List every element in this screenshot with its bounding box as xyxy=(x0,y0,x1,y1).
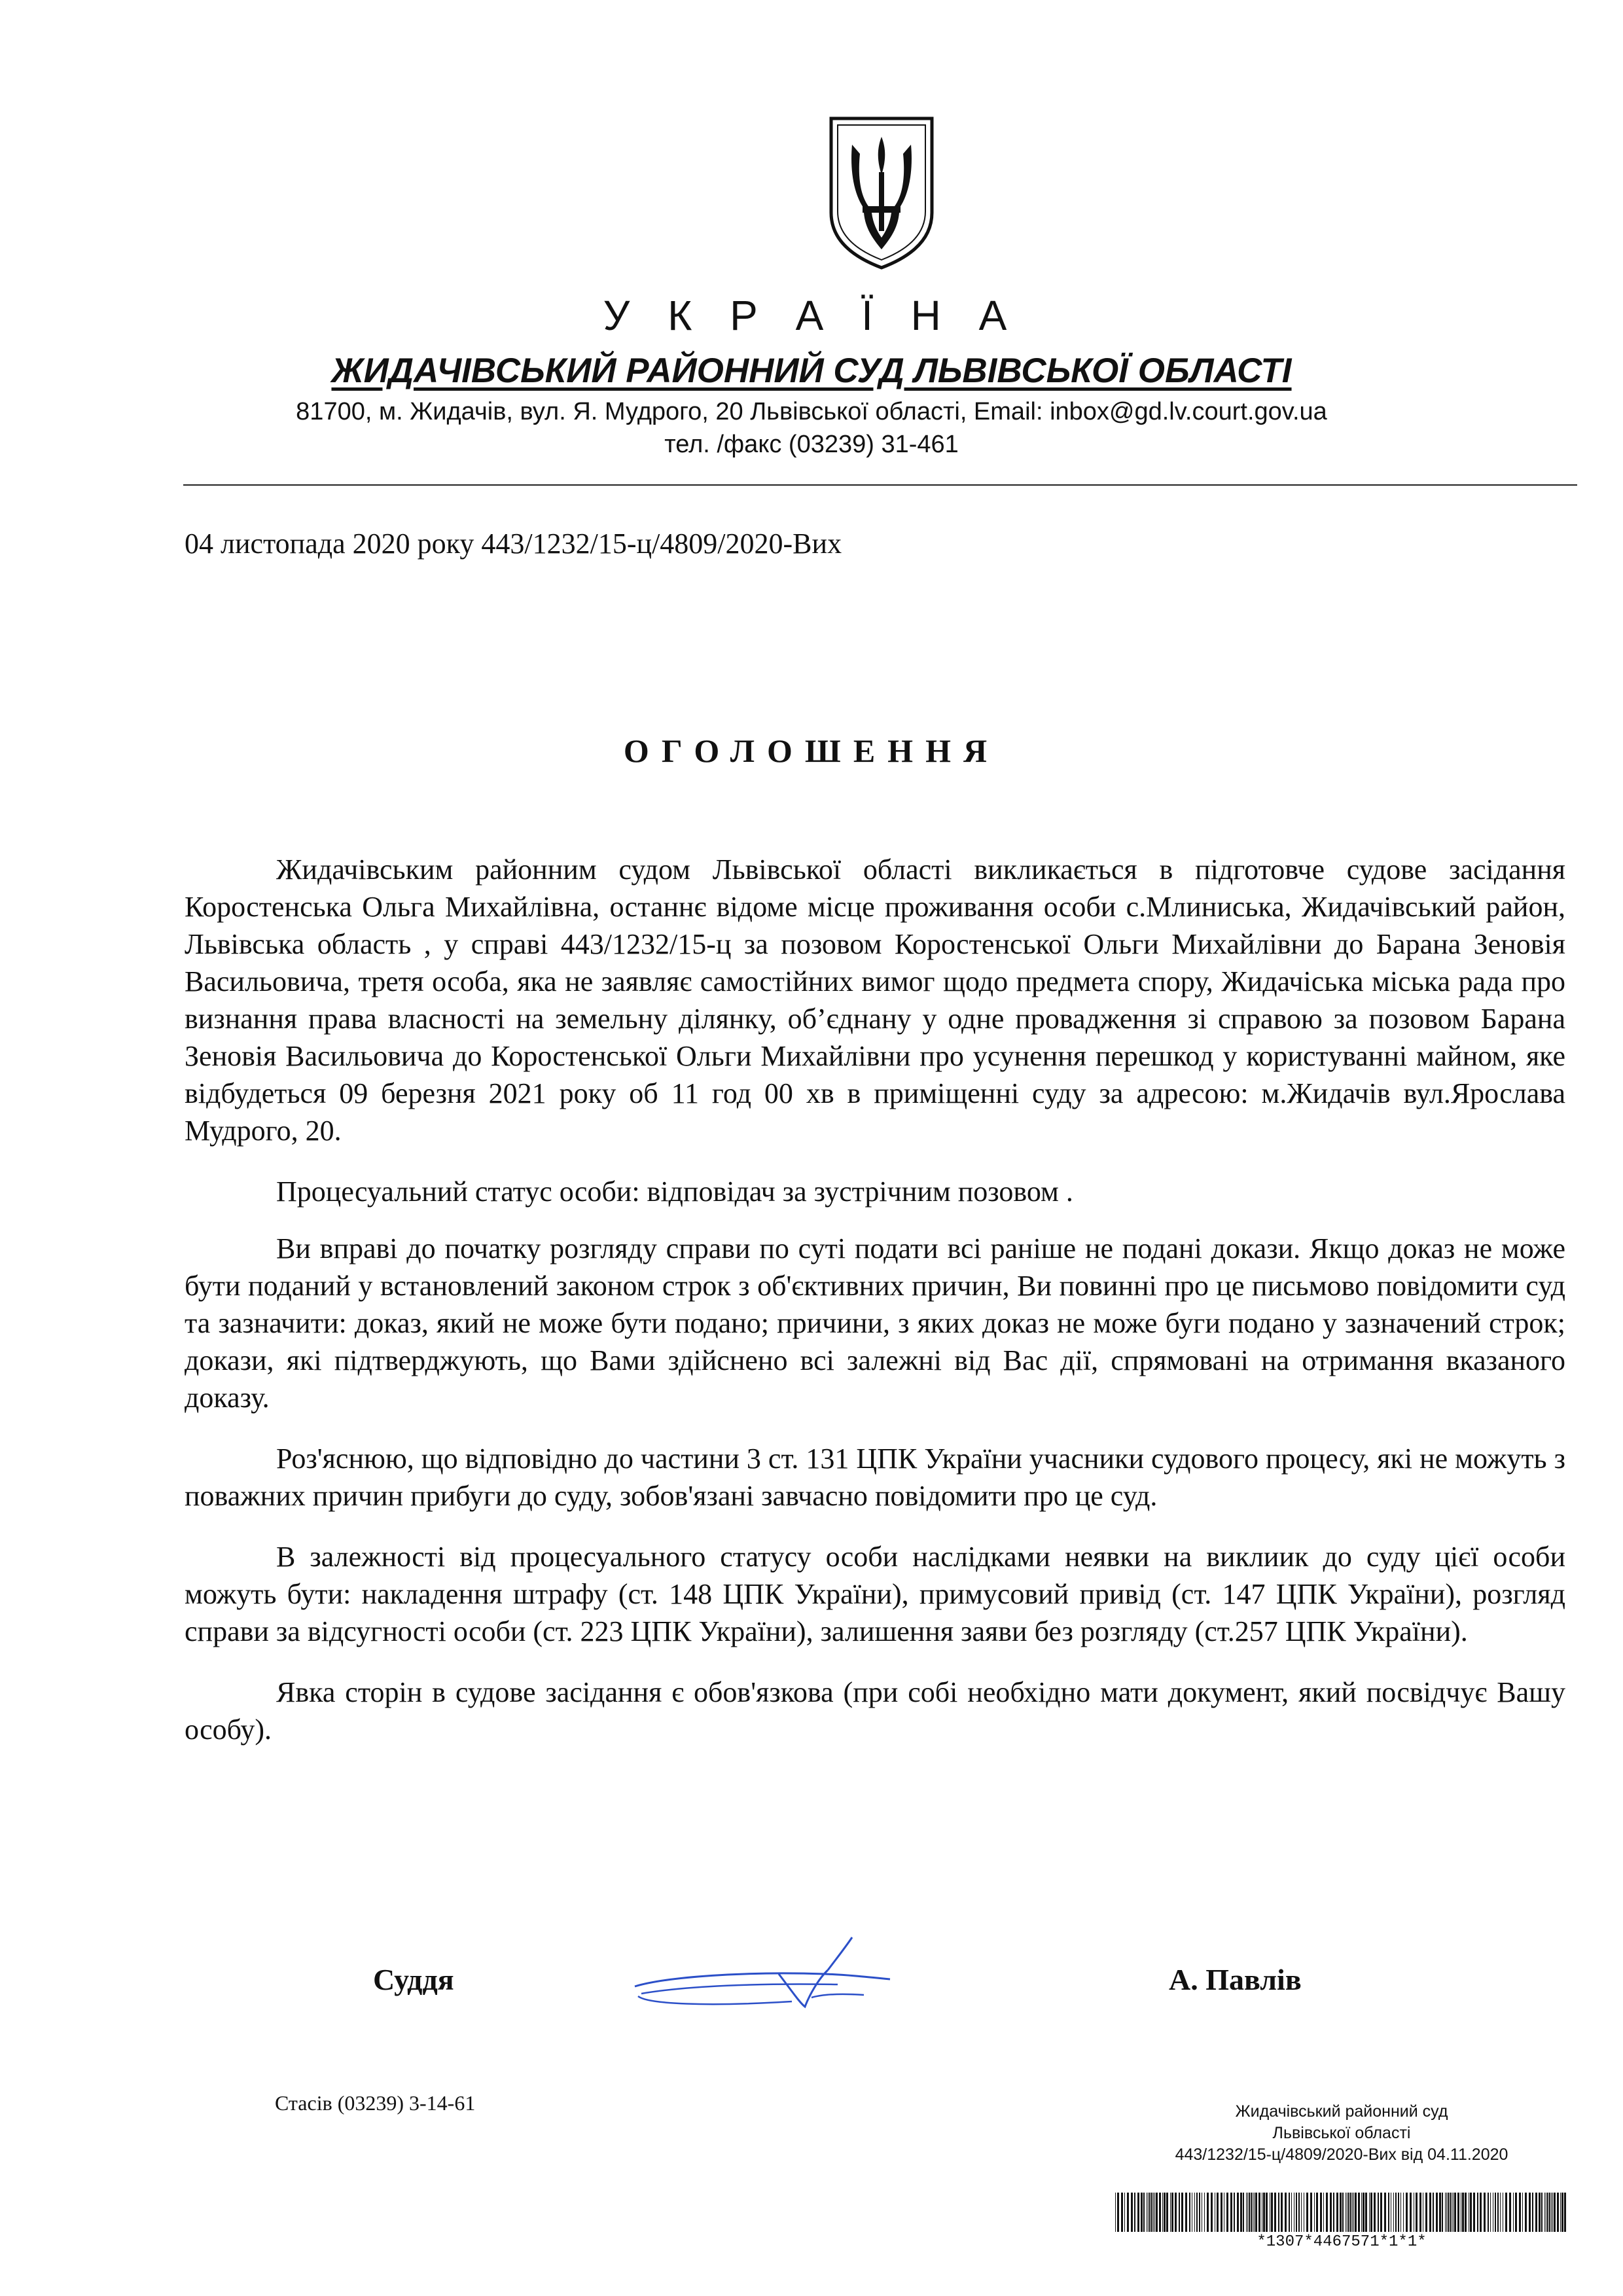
header-divider xyxy=(183,484,1577,486)
body-paragraph: Жидачівським районним судом Львівської області викликається в підготовче судове засідання Коростенська Ольга Михайлівна, останнє відоме місце проживання особи с.Млиниська, Жидачівський район, Львівська область , у справі 443/1232/15-ц за позовом Коростенської Ольги Михайлівни до Барана Зеновія Васильовича, третя особа, яка не заявляє самостійних вимог щодо предмета спору, Жидачіська міська рада про визнання права власності на земельну ділянку, об’єднану у одне провадження зі справою за позовом Барана Зеновія Васильовича до Коростенської Ольги Михайлівни про усунення перешкод у користуванні майном, яке відбудеться 09 березня 2021 року об 11 год 00 хв в приміщенні суду за адресою: м.Жидачів вул.Ярослава Мудрого, 20. xyxy=(185,853,1565,1147)
barcode xyxy=(1113,2193,1571,2232)
document-title: ОГОЛОШЕННЯ xyxy=(623,732,1000,769)
registration-stamp xyxy=(1106,2101,1577,2166)
barcode-text: *1307*4467571*1*1* xyxy=(1257,2233,1427,2251)
judge-label: Суддя xyxy=(373,1963,454,1996)
body-paragraph: Ви вправі до початку розгляду справи по суті подати всі раніше не подані докази. Якщо доказ не може бути поданий у встановлений законом строк з об'єктивних причин, Ви повинні про це письмово повідомити суд та зазначити: доказ, який не може бути подано; причини, з яких доказ не може буги подано у зазначений строк; докази, які підтверджують, що Вами здійснено всі залежні від Вас дії, спрямовані на отримання вказаного доказу. xyxy=(185,1232,1565,1414)
court-address: 81700, м. Жидачів, вул. Я. Мудрого, 20 Львівської області, Email: inbox@gd.lv.court.gov.ua xyxy=(296,398,1327,425)
court-name-heading: ЖИДАЧІВСЬКИЙ РАЙОННИЙ СУД ЛЬВІВСЬКОЇ ОБЛАСТІ xyxy=(331,351,1292,390)
handwritten-signature xyxy=(628,1931,923,2029)
body-paragraph: Явка сторін в судове засідання є обов'язкова (при собі необхідно мати документ, який посвідчує Вашу особу). xyxy=(185,1676,1565,1746)
judge-name: А. Павлів xyxy=(1169,1963,1302,1996)
tryzub-coat-of-arms-icon xyxy=(826,115,937,272)
country-heading: У К Р А Ї Н А xyxy=(603,292,1020,339)
body-paragraph: В залежності від процесуального статусу особи наслідками неявки на виклиик до суду цієї особи можуть бути: накладення штрафу (ст. 148 ЦПК України), примусовий привід (ст. 147 ЦПК України), розгляд справи за відсугності особи (ст. 223 ЦПК України), залишення заяви без розгляду (ст.257 ЦПК України). xyxy=(185,1541,1565,1647)
stamp-number-line: 443/1232/15-ц/4809/2020-Вих від 04.11.2020 xyxy=(1175,2145,1508,2164)
body-paragraph: Процесуальний статус особи: відповідач за зустрічним позовом . xyxy=(276,1175,1073,1208)
court-phone: тел. /факс (03239) 31-461 xyxy=(664,431,959,458)
executor-contact: Стасів (03239) 3-14-61 xyxy=(275,2091,476,2115)
stamp-region-line: Львівської області xyxy=(1272,2124,1411,2142)
body-paragraph: Роз'яснюю, що відповідно до частини 3 ст. 131 ЦПК України учасники судового процесу, які не можуть з поважних причин прибуги до суду, зобов'язані завчасно повідомити про це суд. xyxy=(185,1443,1565,1512)
announcement-body xyxy=(185,851,1565,1772)
outgoing-number: 04 листопада 2020 року 443/1232/15-ц/4809/2020-Вих xyxy=(185,528,842,560)
stamp-court-line: Жидачівський районний суд xyxy=(1235,2102,1448,2121)
